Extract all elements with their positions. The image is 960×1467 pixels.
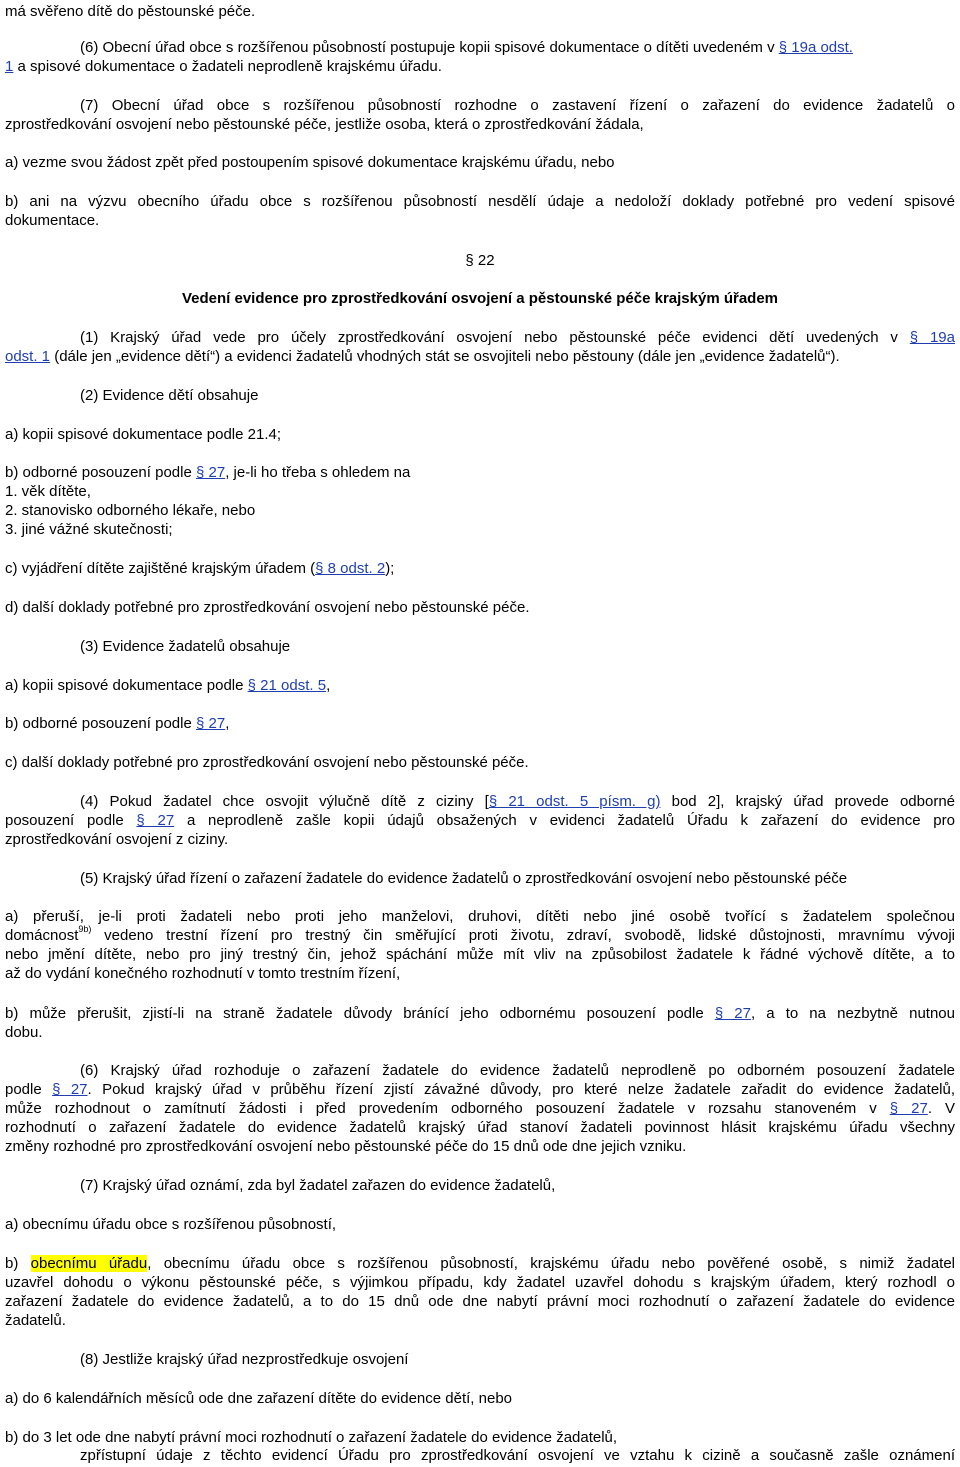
list-item: a) vezme svou žádost zpět před postoupením spisové dokumentace krajskému úřadu, nebo xyxy=(5,154,615,171)
list-item: dokumentace. xyxy=(5,212,100,229)
list-item: 3. jiné vážné skutečnosti; xyxy=(5,521,173,538)
list-item: b) odborné posouzení podle § 27, je-li ho třeba s ohledem na xyxy=(5,464,411,481)
list-item: 2. stanovisko odborného lékaře, nebo xyxy=(5,502,256,519)
list-item: a) kopii spisové dokumentace podle § 21 odst. 5, xyxy=(5,677,331,694)
law-link[interactable]: § 19a xyxy=(909,329,955,346)
law-link[interactable]: § 27 xyxy=(195,715,226,732)
law-link[interactable]: 1 xyxy=(5,58,14,75)
list-item: c) vyjádření dítěte zajištěné krajským úřadem (§ 8 odst. 2); xyxy=(5,560,395,577)
paragraph-line: (6) Obecní úřad obce s rozšířenou působností postupuje kopii spisové dokumentace o dítěti uvedeném v § 19a odst. xyxy=(80,39,853,56)
list-item: a) kopii spisové dokumentace podle 21.4; xyxy=(5,426,282,443)
list-item: zařazení žadatele do evidence žadatelů, a to do 15 dnů ode dne nabytí právní moci rozhodnutí o zařazení žadatele do evidence xyxy=(5,1293,955,1310)
law-link[interactable]: § 19a odst. xyxy=(778,39,853,56)
paragraph-line: (2) Evidence dětí obsahuje xyxy=(80,387,259,404)
list-item: b) do 3 let ode dne nabytí právní moci rozhodnutí o zařazení žadatele do evidence žadatelů, xyxy=(5,1429,618,1446)
list-item: domácnost$^{9b)}$ vedeno trestní řízení pro trestný čin směřující proti životu, zdraví, svobodě, lidské důstojnosti, mravnímu vývoji xyxy=(5,924,955,944)
paragraph-line: (3) Evidence žadatelů obsahuje xyxy=(80,638,291,655)
paragraph-line: (8) Jestliže krajský úřad nezprostředkuje osvojení xyxy=(80,1351,409,1368)
highlighted-text: obecnímu úřadu xyxy=(30,1255,148,1272)
law-link[interactable]: § 27 xyxy=(889,1100,928,1117)
list-item: a) do 6 kalendářních měsíců ode dne zařazení dítěte do evidence dětí, nebo xyxy=(5,1390,513,1407)
list-item: b) může přerušit, zjistí-li na straně žadatele důvody bránící jeho odbornému posouzení podle § 27, a to na nezbytně nutnou xyxy=(5,1005,955,1022)
paragraph-line: zprostředkování osvojení z ciziny. xyxy=(5,831,229,848)
paragraph-line: (6) Krajský úřad rozhoduje o zařazení žadatele do evidence žadatelů neprodleně po odborném posouzení žadatele xyxy=(80,1062,955,1079)
paragraph-line: 1 a spisové dokumentace o žadateli neprodleně krajskému úřadu. xyxy=(5,58,442,75)
paragraph-line: zpřístupní údaje z těchto evidencí Úřadu pro zprostředkování osvojení ve vztahu k cizině a současně zašle oznámení xyxy=(80,1447,955,1464)
law-link[interactable]: § 21 odst. 5 xyxy=(247,677,327,694)
paragraph-line: (5) Krajský úřad řízení o zařazení žadatele do evidence žadatelů o zprostředkování osvojení nebo pěstounské péče xyxy=(80,870,848,887)
paragraph-line: rozhodnutí o zařazení žadatele do evidence žadatelů krajský úřad stanoví žadateli povinnost hlásit krajskému úřadu všechny xyxy=(5,1119,955,1136)
paragraph-line: posouzení podle § 27 a neprodleně zašle kopii údajů obsažených v evidenci žadatelů Úřadu k zařazení do evidence pro xyxy=(5,812,955,829)
section-heading: Vedení evidence pro zprostředkování osvojení a pěstounské péče krajským úřadem xyxy=(181,290,779,307)
text-line: má svěřeno dítě do pěstounské péče. xyxy=(5,3,256,20)
law-link[interactable]: § 27 xyxy=(136,812,175,829)
paragraph-line: (7) Obecní úřad obce s rozšířenou působností rozhodne o zastavení řízení o zařazení do evidence žadatelů o xyxy=(80,97,955,114)
list-item: až do vydání konečného rozhodnutí v tomto trestním řízení, xyxy=(5,965,401,982)
list-item: b) obecnímu úřadu, obecnímu úřadu obce s rozšířenou působností, krajskému úřadu nebo pověřené osobě, s nimiž žadatel xyxy=(5,1255,955,1272)
law-link[interactable]: odst. 1 xyxy=(5,348,51,365)
list-item: nebo jmění dítěte, nebo pro jiný trestný čin, jehož spáchání může mít vliv na způsobilost žadatele k řádné výchově dítěte, a to xyxy=(5,946,955,963)
list-item: c) další doklady potřebné pro zprostředkování osvojení nebo pěstounské péče. xyxy=(5,754,529,771)
list-item: a) přeruší, je-li proti žadateli nebo proti jeho manželovi, druhovi, dítěti nebo jiné osobě tvořící s žadatelem společnou xyxy=(5,908,955,925)
paragraph-line: (4) Pokud žadatel chce osvojit výlučně dítě z ciziny [§ 21 odst. 5 písm. g) bod 2], krajský úřad provede odborné xyxy=(80,793,956,810)
paragraph-line: (7) Krajský úřad oznámí, zda byl žadatel zařazen do evidence žadatelů, xyxy=(80,1177,556,1194)
law-link[interactable]: § 27 xyxy=(52,1081,88,1098)
list-item: b) ani na výzvu obecního úřadu obce s rozšířenou působností nesdělí údaje a nedoloží doklady potřebné pro vedení spisové xyxy=(5,193,955,210)
paragraph-line: změny rozhodné pro zprostředkování osvojení nebo pěstounské péče do 15 dnů ode dne jejich vzniku. xyxy=(5,1138,687,1155)
list-item: d) další doklady potřebné pro zprostředkování osvojení nebo pěstounské péče. xyxy=(5,599,530,616)
paragraph-line: odst. 1 (dále jen „evidence dětí“) a evidenci žadatelů vhodných stát se osvojiteli nebo pěstouny (dále jen „evidence žadatelů“). xyxy=(5,348,840,365)
list-item: b) odborné posouzení podle § 27, xyxy=(5,715,230,732)
law-link[interactable]: § 27 xyxy=(195,464,226,481)
paragraph-line: (1) Krajský úřad vede pro účely zprostředkování osvojení nebo pěstounské péče evidenci dětí uvedených v § 19a xyxy=(80,329,955,346)
paragraph-line: podle § 27. Pokud krajský úřad v průběhu řízení zjistí závažné důvody, pro které nelze žadatele zařadit do evidence žadatelů, xyxy=(5,1081,955,1098)
law-link[interactable]: § 27 xyxy=(714,1005,751,1022)
list-item: a) obecnímu úřadu obce s rozšířenou působností, xyxy=(5,1216,337,1233)
paragraph-line: může rozhodnout o zamítnutí žádosti i před provedením odborného posouzení žadatele v rozsahu stanoveném v § 27. V xyxy=(5,1100,956,1117)
law-link[interactable]: § 21 odst. 5 písm. g) xyxy=(488,793,661,810)
list-item: dobu. xyxy=(5,1024,43,1041)
list-item: žadatelů. xyxy=(5,1312,66,1329)
list-item: uzavřel dohodu o výkonu pěstounské péče, s výjimkou případu, kdy žadatel uzavřel dohodu s krajským úřadem, který rozhodl o xyxy=(5,1274,955,1291)
law-link[interactable]: § 8 odst. 2 xyxy=(315,560,386,577)
section-number: § 22 xyxy=(465,252,495,269)
paragraph-line: zprostředkování osvojení nebo pěstounské péče, jestliže osoba, která o zprostředkování žádala, xyxy=(5,116,644,133)
footnote-ref: 9b) xyxy=(78,924,92,934)
list-item: 1. věk dítěte, xyxy=(5,483,91,500)
